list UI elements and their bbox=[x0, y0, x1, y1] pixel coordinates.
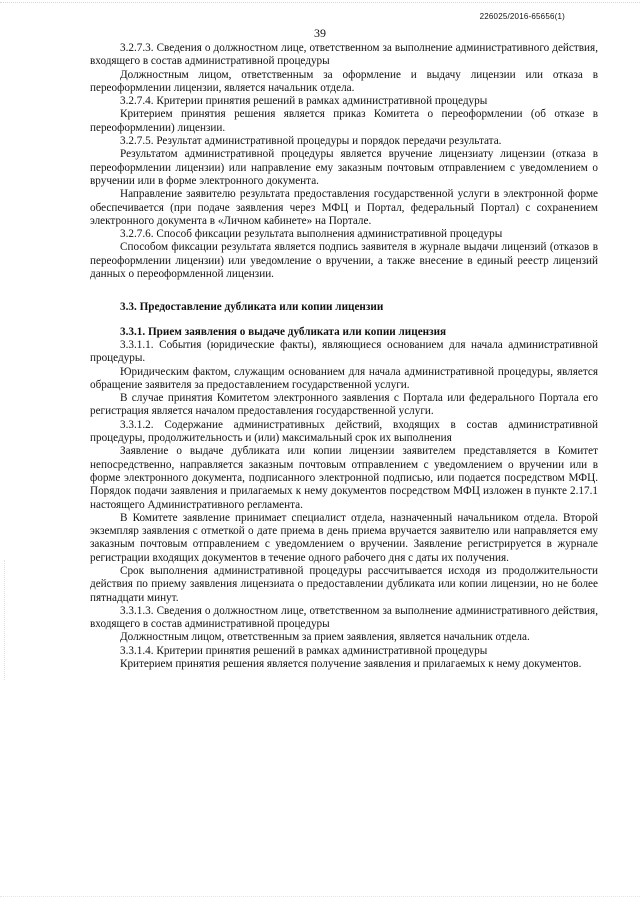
paragraph: 3.3.1.1. События (юридические факты), являющиеся основанием для начала административной процедуры. bbox=[90, 338, 598, 365]
paragraph: 3.2.7.3. Сведения о должностном лице, ответственном за выполнение административного действия, входящего в состав административной процедуры bbox=[90, 42, 598, 68]
paragraph: Должностным лицом, ответственным за прием заявления, является начальник отдела. bbox=[120, 631, 530, 644]
paragraph: Критерием принятия решения является получение заявления и прилагаемых к нему документов. bbox=[120, 658, 582, 671]
paragraph: 3.2.7.4. Критерии принятия решений в рамках административной процедуры bbox=[120, 95, 488, 108]
paragraph: В Комитете заявление принимает специалист отдела, назначенный начальником отдела. Второй экземпляр заявления с отметкой о дате приема в день приема вручается заявителю или направляется ему заказным почтовым отправлением с уведомлением о вручении. Заявление регистрируется в журнале регистрации входящих документов в течение одного рабочего дня с даты их получения. bbox=[90, 511, 598, 564]
scan-noise-bottom bbox=[0, 896, 640, 899]
paragraph: 3.3.1.4. Критерии принятия решений в рамках административной процедуры bbox=[120, 644, 488, 657]
scan-edge-mark bbox=[4, 560, 6, 680]
document-body bbox=[90, 42, 598, 671]
section-heading: 3.3. Предоставление дубликата или копии лицензии bbox=[120, 301, 384, 314]
paragraph: В случае принятия Комитетом электронного заявления с Портала или федерального Портала его регистрация является началом предоставления государственной услуги. bbox=[90, 392, 598, 418]
paragraph: 3.2.7.6. Способ фиксации результата выполнения административной процедуры bbox=[120, 228, 503, 241]
page-number: 39 bbox=[314, 26, 326, 40]
paragraph: Заявление о выдаче дубликата или копии лицензии заявителем представляется в Комитет непосредственно, направляется заказным почтовым отправлением с уведомлением о вручении или в форме электронного документа, подписанного электронной подписью, или подается посредством МФЦ. Порядок подачи заявления и прилагаемых к нему документов посредством МФЦ изложен в пункте 2.17.1 настоящего Административного регламента. bbox=[90, 445, 598, 511]
subsection-heading: 3.3.1. Прием заявления о выдаче дубликата или копии лицензия bbox=[120, 325, 447, 338]
paragraph: Направление заявителю результата предоставления государственной услуги в электронной форме обеспечивается (при подаче заявления через МФЦ и Портал, федеральный Портал) с сохранением электронного документа в «Личном кабинете» на Портале. bbox=[90, 188, 598, 227]
paragraph: Юридическим фактом, служащим основанием для начала административной процедуры, является обращение заявителя за предоставлением государственной услуги. bbox=[90, 365, 598, 391]
paragraph: 3.3.1.2. Содержание административных действий, входящих в состав административной процедуры, продолжительность и (или) максимальный срок их выполнения bbox=[90, 418, 598, 445]
paragraph: Способом фиксации результата является подпись заявителя в журнале выдачи лицензий (отказов в переоформлении лицензии) или уведомление о вручении, а также внесение в единый реестр лицензий данных о переоформленной лицензии. bbox=[90, 241, 598, 281]
paragraph: 3.2.7.5. Результат административной процедуры и порядок передачи результата. bbox=[120, 135, 502, 148]
paragraph: Срок выполнения административной процедуры рассчитывается исходя из продолжительности действия по приему заявления лицензиата о предоставлении дубликата или копии лицензии, но не более пятнадцати минут. bbox=[90, 564, 598, 604]
scan-noise-top bbox=[0, 2, 640, 5]
document-number: 226025/2016-65656(1) bbox=[479, 12, 565, 21]
paragraph: 3.3.1.3. Сведения о должностном лице, ответственном за выполнение административного действия, входящего в состав административной процедуры bbox=[90, 604, 598, 631]
paragraph: Результатом административной процедуры является вручение лицензиату лицензии (отказа в переоформлении лицензии) или направление ему заказным почтовым отправлением с уведомлением о вручении или в форме электронного документа. bbox=[90, 148, 598, 187]
paragraph: Должностным лицом, ответственным за оформление и выдачу лицензии или отказа в переоформлении лицензии, является начальник отдела. bbox=[90, 68, 598, 94]
paragraph: Критерием принятия решения является приказ Комитета о переоформлении (об отказе в переоформлении) лицензии. bbox=[90, 108, 598, 134]
